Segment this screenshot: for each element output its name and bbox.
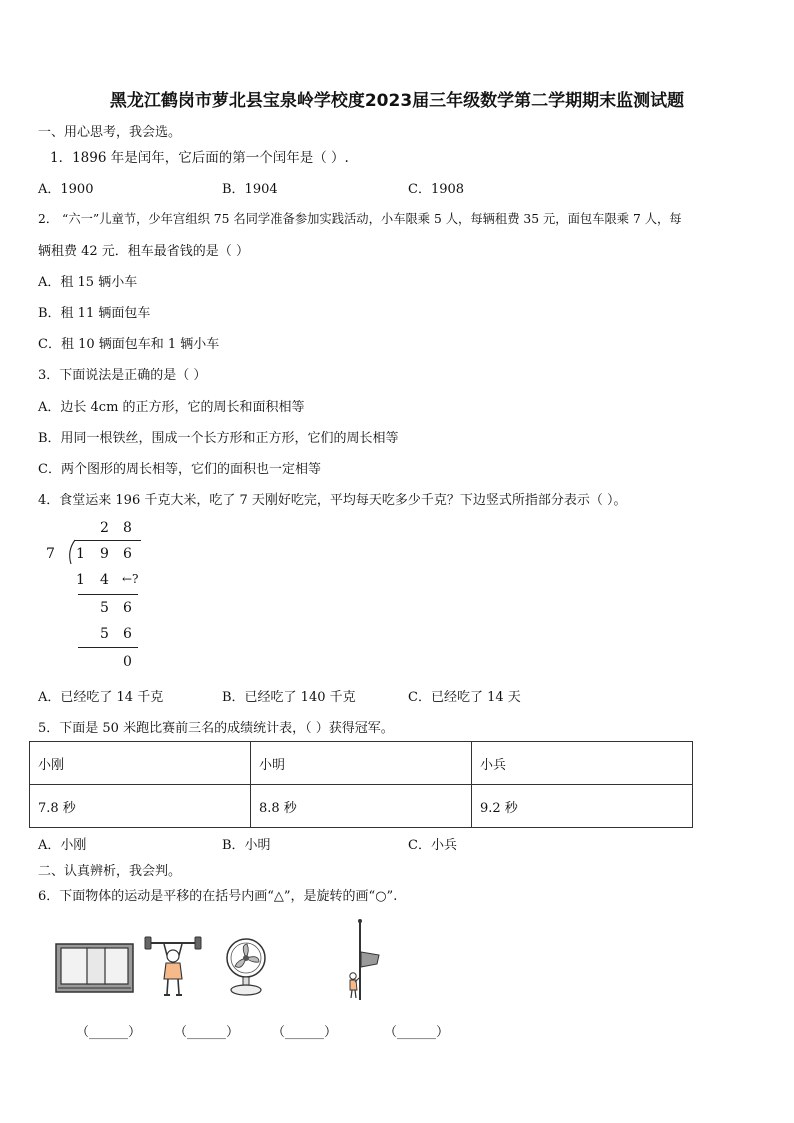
table-cell: 8.8 秒 (251, 785, 472, 828)
divisor: 7 (46, 546, 55, 562)
answer-blank[interactable]: （______） (384, 1025, 450, 1040)
question-5-stem: 5．下面是 50 米跑比赛前三名的成绩统计表，（ ）获得冠军。 (38, 721, 394, 736)
question-2-stem-line1: 2． “六一”儿童节，少年宫组织 75 名同学准备参加实践活动，小车限乘 5 人，每辆租费 35 元，面包车限乘 7 人，每 (38, 212, 682, 226)
step3-digit: 5 (100, 626, 109, 642)
table-row (30, 785, 693, 828)
division-line (78, 594, 138, 595)
question-5-option-c: C．小兵 (408, 838, 457, 853)
question-2-option-a: A．租 15 辆小车 (38, 275, 138, 290)
table-row (30, 742, 693, 785)
question-4-stem: 4．食堂运来 196 千克大米，吃了 7 天刚好吃完，平均每天吃多少千克？下边竖式所指部分表示（ ）。 (38, 493, 627, 508)
question-2-stem-line2: 辆租费 42 元．租车最省钱的是（ ） (38, 244, 249, 259)
section-heading-1: 一、用心思考，我会选。 (38, 125, 182, 140)
quotient-digit: 8 (123, 520, 132, 536)
question-3-stem: 3．下面说法是正确的是（ ） (38, 368, 207, 383)
answer-blank[interactable]: （______） (76, 1025, 142, 1040)
question-1-option-a: A．1900 (38, 182, 94, 197)
table-cell: 小刚 (30, 742, 251, 785)
table-cell: 7.8 秒 (30, 785, 251, 828)
fan-icon (222, 937, 270, 997)
question-1-stem: 1．1896 年是闰年，它后面的第一个闰年是（ ）. (50, 150, 349, 166)
question-6-stem: 6．下面物体的运动是平移的在括号内画“△”，是旋转的画“○”. (38, 889, 398, 904)
step2-digit: 5 (100, 600, 109, 616)
flag-raising-icon (343, 918, 383, 1002)
arrow-question-mark: ←? (122, 572, 139, 586)
answer-blank[interactable]: （______） (272, 1025, 338, 1040)
question-3-option-c: C．两个图形的周长相等，它们的面积也一定相等 (38, 462, 321, 477)
division-line (78, 647, 138, 648)
dividend-digit: 9 (100, 546, 109, 562)
score-table (29, 741, 693, 828)
question-4-option-c: C．已经吃了 14 天 (408, 690, 521, 705)
question-5-option-b: B．小明 (222, 838, 271, 853)
step2-digit: 6 (123, 600, 132, 616)
remainder: 0 (123, 654, 132, 670)
step1-digit: 1 (76, 572, 85, 588)
quotient-digit: 2 (100, 520, 109, 536)
question-2-option-b: B．租 11 辆面包车 (38, 306, 151, 321)
division-bar (75, 540, 141, 541)
dividend-digit: 1 (76, 546, 85, 562)
question-1-option-b: B．1904 (222, 182, 278, 197)
question-4-option-a: A．已经吃了 14 千克 (38, 690, 164, 705)
question-2-option-c: C．租 10 辆面包车和 1 辆小车 (38, 337, 220, 352)
weightlifter-icon (144, 935, 202, 998)
page-title: 黑龙江鹤岗市萝北县宝泉岭学校度2023届三年级数学第二学期期末监测试题 (109, 91, 685, 111)
table-cell: 小明 (251, 742, 472, 785)
answer-blank[interactable]: （______） (174, 1025, 240, 1040)
table-cell: 9.2 秒 (472, 785, 693, 828)
question-3-option-a: A．边长 4cm 的正方形，它的周长和面积相等 (38, 400, 305, 415)
step3-digit: 6 (123, 626, 132, 642)
question-5-option-a: A．小刚 (38, 838, 87, 853)
question-1-option-c: C．1908 (408, 182, 465, 197)
question-3-option-b: B．用同一根铁丝，围成一个长方形和正方形，它们的周长相等 (38, 431, 399, 446)
table-cell: 小兵 (472, 742, 693, 785)
section-heading-2: 二、认真辨析，我会判。 (38, 864, 182, 879)
step1-digit: 4 (100, 572, 109, 588)
dividend-digit: 6 (123, 546, 132, 562)
question-4-option-b: B．已经吃了 140 千克 (222, 690, 356, 705)
window-icon (55, 943, 135, 995)
